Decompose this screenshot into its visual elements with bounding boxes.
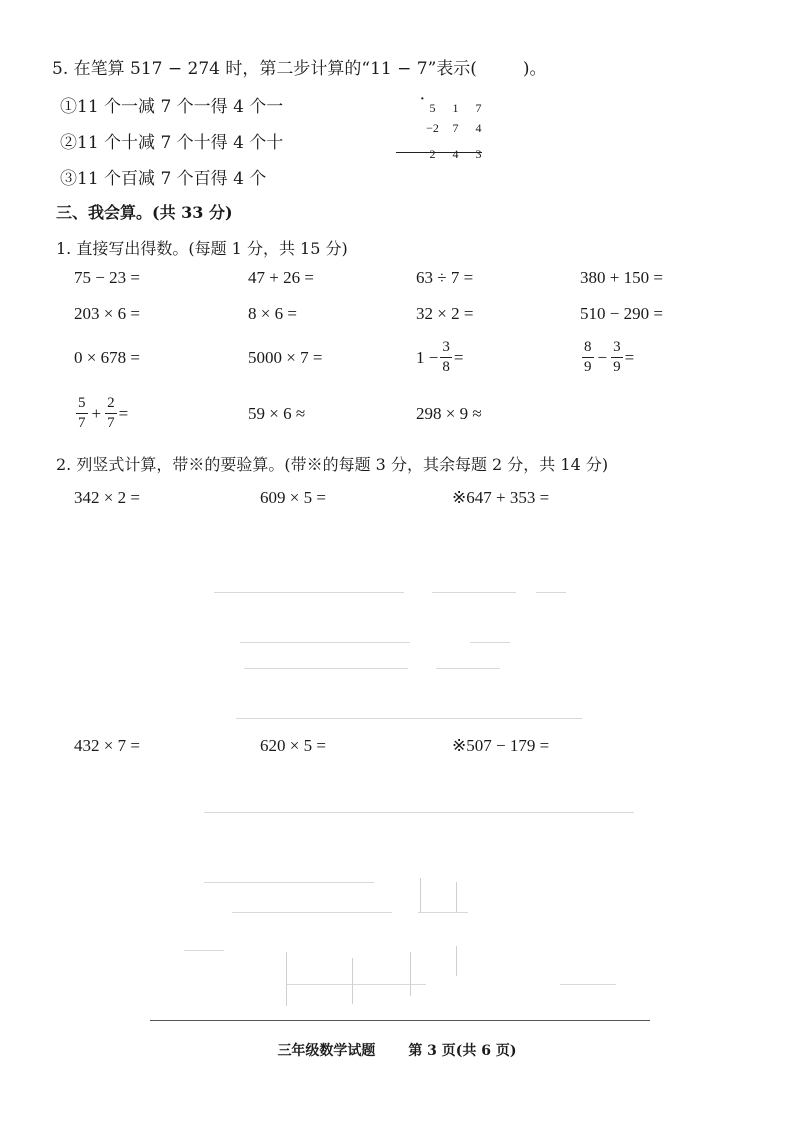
calc-item: 203 × 6 =: [74, 304, 140, 323]
faint-line: [236, 718, 582, 719]
option-3: ③11 个百减 7 个百得 4 个: [60, 169, 267, 189]
option-2: ②11 个十减 7 个十得 4 个十: [60, 133, 284, 153]
fraction-item-3: $\frac{5}{7}$ + $\frac{2}{7}$ =: [78, 395, 129, 431]
faint-line: [470, 642, 510, 643]
vertical-row-1: 5 1 7: [429, 101, 482, 115]
fraction-item-1: 1 − $\frac{3}{8}$ =: [416, 339, 464, 375]
footer-divider: [150, 1020, 650, 1021]
fraction: $\frac{2}{7}$: [107, 395, 115, 431]
calc-item: 380 + 150 =: [580, 268, 663, 287]
vertical-calculation: [394, 92, 490, 164]
fraction: $\frac{8}{9}$: [584, 339, 592, 375]
faint-line: [418, 912, 468, 913]
fraction: $\frac{5}{7}$: [78, 395, 86, 431]
calc-item: 47 + 26 =: [248, 268, 314, 287]
calc-item: 32 × 2 =: [416, 304, 474, 323]
part-2-title: 2. 列竖式计算，带※的要验算。(带※的每题 3 分，其余每题 2 分，共 14 分): [56, 455, 609, 474]
vertical-result: 2 4 3: [429, 147, 482, 161]
fraction: $\frac{3}{8}$: [442, 339, 450, 375]
calc-item: 0 × 678 =: [74, 348, 140, 367]
faint-line: [536, 592, 566, 593]
footer-page-number: 第 3 页(共 6 页): [408, 1043, 517, 1059]
option-1: ①11 个一减 7 个一得 4 个一: [60, 97, 284, 117]
calc-item: 5000 × 7 =: [248, 348, 323, 367]
calc-item: 298 × 9 ≈: [416, 404, 482, 423]
faint-line: [204, 882, 374, 883]
fraction-item-2: $\frac{8}{9}$ − $\frac{3}{9}$ =: [584, 339, 635, 375]
faint-line: [410, 952, 411, 996]
vertical-item: ※647 + 353 =: [452, 488, 550, 507]
vertical-item: 432 × 7 =: [74, 736, 140, 755]
vertical-row-2: −2 7 4: [426, 121, 482, 135]
vertical-item: 342 × 2 =: [74, 488, 140, 507]
fraction: $\frac{3}{9}$: [613, 339, 621, 375]
faint-line: [214, 592, 404, 593]
faint-line: [560, 984, 616, 985]
faint-line: [244, 668, 408, 669]
calc-item: 59 × 6 ≈: [248, 404, 306, 423]
faint-line: [204, 812, 634, 813]
faint-line: [352, 958, 353, 1004]
footer-title: 三年级数学试题: [277, 1043, 376, 1059]
section-3-title: 三、我会算。(共 33 分): [56, 203, 233, 222]
borrow-dot: ·: [420, 92, 425, 107]
page-footer: [0, 1040, 794, 1060]
calc-item: 510 − 290 =: [580, 304, 663, 323]
faint-line: [456, 882, 457, 912]
question-5-close: )。: [522, 59, 547, 79]
faint-line: [432, 592, 516, 593]
calc-item: 8 × 6 =: [248, 304, 297, 323]
vertical-item: 609 × 5 =: [260, 488, 326, 507]
faint-line: [436, 668, 500, 669]
question-5-text: 5. 在笔算 517 − 274 时，第二步计算的“11 − 7”表示(: [52, 59, 477, 79]
faint-line: [240, 642, 410, 643]
vertical-item: ※507 − 179 =: [452, 736, 550, 755]
vertical-item: 620 × 5 =: [260, 736, 326, 755]
vertical-rule: [396, 152, 482, 153]
faint-line: [286, 984, 426, 985]
question-5-stem: [52, 54, 547, 79]
calc-item: 63 ÷ 7 =: [416, 268, 474, 287]
faint-line: [286, 952, 287, 1006]
faint-line: [456, 946, 457, 976]
faint-line: [232, 912, 392, 913]
faint-line: [184, 950, 224, 951]
part-1-title: 1. 直接写出得数。(每题 1 分，共 15 分): [56, 239, 348, 258]
faint-line: [420, 878, 421, 912]
calc-item: 75 − 23 =: [74, 268, 140, 287]
